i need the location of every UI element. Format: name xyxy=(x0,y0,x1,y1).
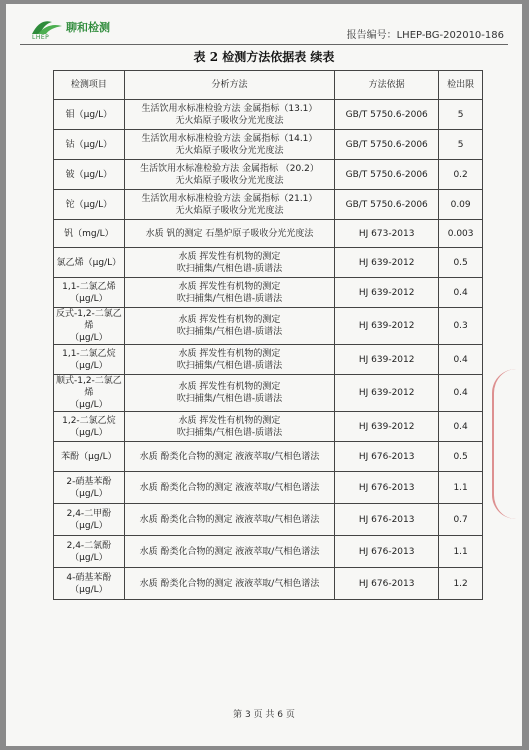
item-cell: 2,4-二甲酚（μg/L） xyxy=(54,504,125,536)
table-row xyxy=(54,345,483,375)
method-cell: 水质 挥发性有机物的测定 吹扫捕集/气相色谱-质谱法 xyxy=(124,412,334,442)
limit-cell: 0.7 xyxy=(439,504,483,536)
method-cell: 水质 挥发性有机物的测定 吹扫捕集/气相色谱-质谱法 xyxy=(124,375,334,412)
header-limit: 检出限 xyxy=(439,71,483,100)
table-title: 表 2 检测方法依据表 续表 xyxy=(193,50,335,64)
limit-cell: 1.1 xyxy=(439,472,483,504)
item-cell: 苯酚（μg/L） xyxy=(54,442,125,472)
method-cell: 生活饮用水标准检验方法 金属指标（13.1） 无火焰原子吸收分光光度法 xyxy=(124,100,334,130)
method-cell: 水质 酚类化合物的测定 液液萃取/气相色谱法 xyxy=(124,568,334,600)
basis-cell: GB/T 5750.6-2006 xyxy=(335,190,439,220)
table-row xyxy=(54,375,483,412)
method-cell: 生活饮用水标准检验方法 金属指标（14.1） 无火焰原子吸收分光光度法 xyxy=(124,130,334,160)
basis-cell: HJ 673-2013 xyxy=(335,220,439,248)
item-cell: 1,1-二氯乙烷 （μg/L） xyxy=(54,345,125,375)
table-row xyxy=(54,220,483,248)
basis-cell: HJ 676-2013 xyxy=(335,442,439,472)
method-cell: 水质 挥发性有机物的测定 吹扫捕集/气相色谱-质谱法 xyxy=(124,345,334,375)
table-body xyxy=(54,100,483,600)
limit-cell: 0.003 xyxy=(439,220,483,248)
seal-stamp xyxy=(492,369,516,519)
method-cell: 水质 挥发性有机物的测定 吹扫捕集/气相色谱-质谱法 xyxy=(124,308,334,345)
basis-cell: HJ 639-2012 xyxy=(335,278,439,308)
basis-cell: HJ 676-2013 xyxy=(335,536,439,568)
basis-cell: HJ 676-2013 xyxy=(335,504,439,536)
item-cell: 1,2-二氯乙烷 （μg/L） xyxy=(54,412,125,442)
item-cell: 2-硝基苯酚（μg/L） xyxy=(54,472,125,504)
table-row xyxy=(54,536,483,568)
header-item: 检测项目 xyxy=(54,71,125,100)
limit-cell: 0.5 xyxy=(439,442,483,472)
basis-cell: HJ 639-2012 xyxy=(335,412,439,442)
item-cell: 2,4-二氯酚（μg/L） xyxy=(54,536,125,568)
method-basis-table xyxy=(53,70,483,600)
limit-cell: 0.09 xyxy=(439,190,483,220)
table-row xyxy=(54,568,483,600)
method-cell: 水质 酚类化合物的测定 液液萃取/气相色谱法 xyxy=(124,504,334,536)
table-row xyxy=(54,190,483,220)
method-cell: 水质 酚类化合物的测定 液液萃取/气相色谱法 xyxy=(124,536,334,568)
item-cell: 顺式-1,2-二氯乙烯 （μg/L） xyxy=(54,375,125,412)
table-row xyxy=(54,278,483,308)
item-cell: 钴（μg/L） xyxy=(54,130,125,160)
limit-cell: 0.4 xyxy=(439,345,483,375)
limit-cell: 5 xyxy=(439,100,483,130)
method-cell: 水质 挥发性有机物的测定 吹扫捕集/气相色谱-质谱法 xyxy=(124,248,334,278)
item-cell: 钼（μg/L） xyxy=(54,100,125,130)
method-cell: 水质 酚类化合物的测定 液液萃取/气相色谱法 xyxy=(124,472,334,504)
limit-cell: 0.4 xyxy=(439,375,483,412)
table-row xyxy=(54,442,483,472)
limit-cell: 0.3 xyxy=(439,308,483,345)
limit-cell: 0.2 xyxy=(439,160,483,190)
item-cell: 氯乙烯（μg/L） xyxy=(54,248,125,278)
method-cell: 生活饮用水标准检验方法 金属指标 （20.2） 无火焰原子吸收分光光度法 xyxy=(124,160,334,190)
table-row xyxy=(54,472,483,504)
item-cell: 4-硝基苯酚（μg/L） xyxy=(54,568,125,600)
method-cell: 水质 挥发性有机物的测定 吹扫捕集/气相色谱-质谱法 xyxy=(124,278,334,308)
item-cell: 反式-1,2-二氯乙烯 （μg/L） xyxy=(54,308,125,345)
table-row xyxy=(54,504,483,536)
item-cell: 1,1-二氯乙烯 （μg/L） xyxy=(54,278,125,308)
limit-cell: 0.5 xyxy=(439,248,483,278)
page-header xyxy=(20,14,508,45)
basis-cell: GB/T 5750.6-2006 xyxy=(335,130,439,160)
table-row xyxy=(54,412,483,442)
method-cell: 水质 钒的测定 石墨炉原子吸收分光光度法 xyxy=(124,220,334,248)
table-row xyxy=(54,160,483,190)
item-cell: 钒（mg/L） xyxy=(54,220,125,248)
basis-cell: HJ 676-2013 xyxy=(335,472,439,504)
header-method: 分析方法 xyxy=(124,71,334,100)
basis-cell: HJ 676-2013 xyxy=(335,568,439,600)
basis-cell: GB/T 5750.6-2006 xyxy=(335,100,439,130)
document-page xyxy=(6,4,522,746)
table-row xyxy=(54,248,483,278)
basis-cell: GB/T 5750.6-2006 xyxy=(335,160,439,190)
header-basis: 方法依据 xyxy=(335,71,439,100)
table-row xyxy=(54,130,483,160)
method-cell: 水质 酚类化合物的测定 液液萃取/气相色谱法 xyxy=(124,442,334,472)
logo-subtext: LHEP xyxy=(32,34,50,41)
limit-cell: 0.4 xyxy=(439,412,483,442)
page-number: 第 3 页 共 6 页 xyxy=(233,710,295,720)
limit-cell: 0.4 xyxy=(439,278,483,308)
table-row xyxy=(54,308,483,345)
item-cell: 铍（μg/L） xyxy=(54,160,125,190)
basis-cell: HJ 639-2012 xyxy=(335,308,439,345)
limit-cell: 5 xyxy=(439,130,483,160)
item-cell: 铊（μg/L） xyxy=(54,190,125,220)
table-header-row xyxy=(54,71,483,100)
basis-cell: HJ 639-2012 xyxy=(335,248,439,278)
limit-cell: 1.2 xyxy=(439,568,483,600)
method-cell: 生活饮用水标准检验方法 金属指标（21.1） 无火焰原子吸收分光光度法 xyxy=(124,190,334,220)
company-name: 聊和检测 xyxy=(66,21,110,34)
table-row xyxy=(54,100,483,130)
basis-cell: HJ 639-2012 xyxy=(335,345,439,375)
report-number: 报告编号：LHEP-BG-202010-186 xyxy=(346,30,504,41)
basis-cell: HJ 639-2012 xyxy=(335,375,439,412)
limit-cell: 1.1 xyxy=(439,536,483,568)
